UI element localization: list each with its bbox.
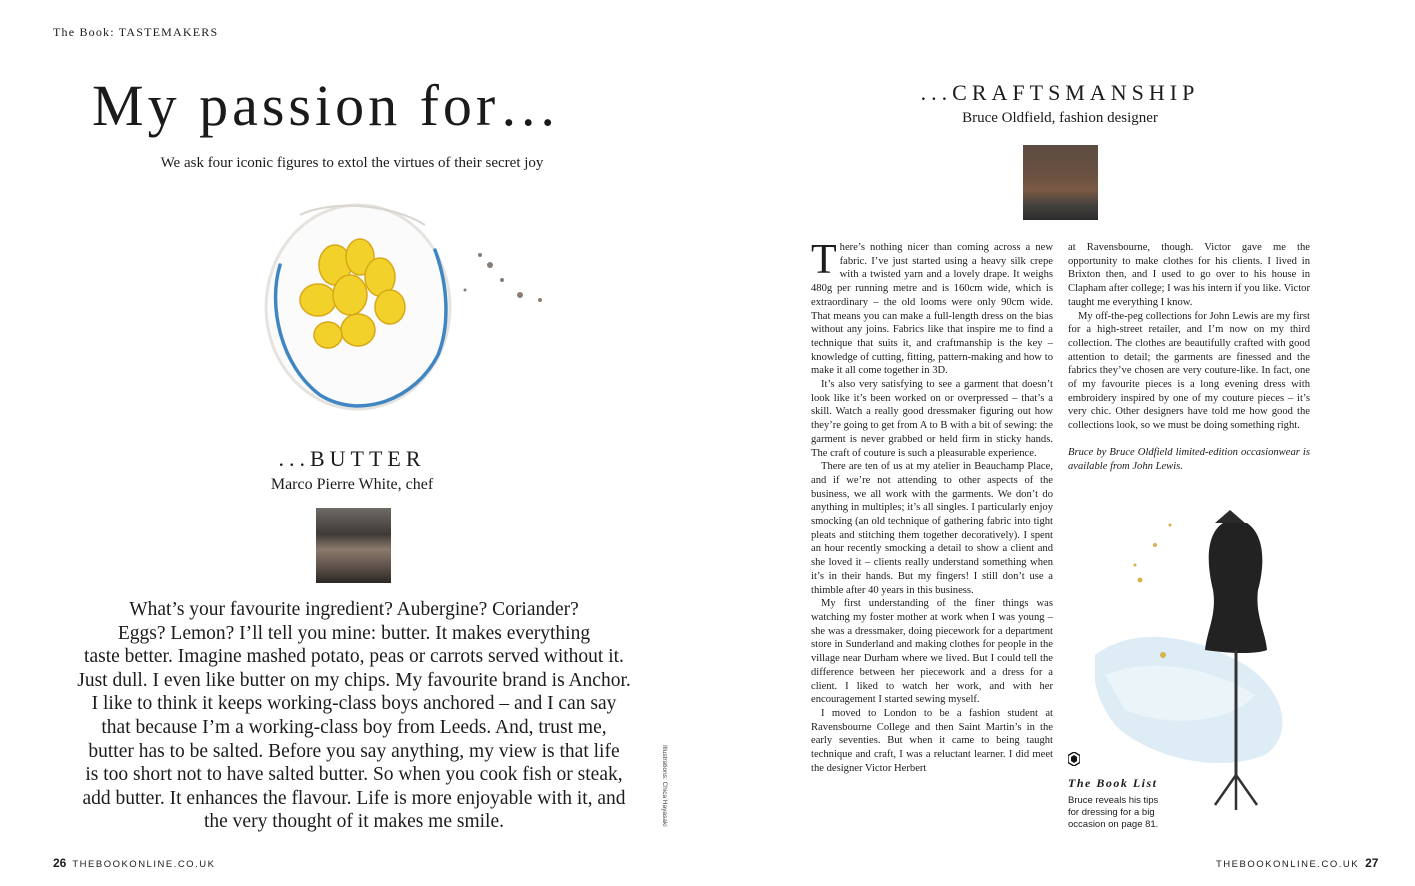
book-list-title: The Book List bbox=[1068, 776, 1158, 790]
book-list-text: Bruce reveals his tips for dressing for a big occasion on page 81. bbox=[1068, 795, 1159, 830]
craftsmanship-byline: Bruce Oldfield, fashion designer bbox=[962, 110, 1158, 126]
article-column-2 bbox=[1068, 241, 1310, 473]
page-title: My passion for… bbox=[92, 73, 562, 138]
page-number-left: 26 bbox=[53, 856, 67, 870]
quote-line: that because I’m a working-class boy from Leeds. And, trust me, bbox=[101, 716, 607, 738]
quote-line: butter has to be salted. Before you say anything, my view is that life bbox=[88, 740, 620, 762]
folio-right bbox=[1210, 856, 1378, 870]
paragraph: There’s nothing nicer than coming across a new fabric. I’ve just started using a heavy silk crepe with a twisted yarn and a lovely drape. It weighs 480g per running metre and is 160cm wide, which is extraordinary – the old looms were only 90cm wide. That means you can make a full-length dress on the bias without any joins. Fabrics like that inspire me to find a technique that suits it, and craftmanship is the key – knowledge of cutting, fitting, pattern-making and how to make it all come together in 3D. bbox=[811, 237, 1053, 377]
book-list-icon bbox=[1068, 752, 1080, 766]
quote-line: the very thought of it makes me smile. bbox=[203, 811, 505, 833]
butter-byline: Marco Pierre White, chef bbox=[270, 476, 434, 493]
quote-line: taste better. Imagine mashed potato, peas or carrots served without it. bbox=[84, 646, 624, 668]
butter-plate-illustration bbox=[240, 195, 570, 435]
dropcap: T bbox=[811, 237, 837, 283]
quote-line: I like to think it keeps working-class boys anchored – and I can say bbox=[91, 693, 617, 715]
quote-line: Eggs? Lemon? I’ll tell you mine: butter. It makes everything bbox=[117, 622, 591, 644]
paragraph: My off-the-peg collections for John Lewis are my first for a high-street retailer, and I’m now on my third collection. The clothes are beautifully crafted with good attention to detail; the garments are finessed and the fabrics they’ve chosen are very couture-like. In fact, one of my favourite pieces is a long evening dress with embroidery inspired by one of my couture pieces – it’s very chic. Other designers have told me how good the collections look, so we must be doing something right. bbox=[1068, 310, 1310, 432]
dress-form-illustration bbox=[1095, 505, 1305, 815]
quote-line: is too short not to have salted butter. So when you cook fish or steak, bbox=[85, 764, 623, 786]
folio-left bbox=[53, 856, 221, 870]
craftsmanship-heading: ...CRAFTSMANSHIP bbox=[920, 80, 1200, 105]
stockist-credit: Bruce by Bruce Oldfield limited-edition occasionwear is available from John Lewis. bbox=[1068, 446, 1310, 472]
paragraph: I moved to London to be a fashion student at Ravensbourne College and then Saint Martin’s in the early seventies. But when it came to being taught technique and craft, I was a reluctant learner. I did meet the designer Victor Herbert bbox=[811, 707, 1053, 774]
quote-line: What’s your favourite ingredient? Aubergine? Coriander? bbox=[129, 599, 579, 620]
quote-line: add butter. It enhances the flavour. Life is more enjoyable with it, and bbox=[82, 787, 626, 809]
page-number-right: 27 bbox=[1365, 856, 1379, 870]
butter-quote bbox=[48, 598, 660, 834]
website-left: THEBOOKONLINE.CO.UK bbox=[72, 859, 216, 870]
paragraph: My first understanding of the finer things was watching my foster mother at work when I was young – she was a dressmaker, doing piecework for a department store in Sunderland and making clothes for people in the village near Durham where we lived. But I could tell the difference between her piecework and a dress for a client. I liked to watch her work, and with her encouragement I started sewing myself. bbox=[811, 598, 1053, 706]
paragraph: at Ravensbourne, though. Victor gave me the opportunity to make clothes for his clients. I lived in Brixton then, and I used to go over to his house in Clapham after college; I was his intern if you like. Victor taught me everything I know. bbox=[1068, 242, 1310, 308]
intro-standfirst: We ask four iconic figures to extol the virtues of their secret joy bbox=[160, 155, 544, 171]
paragraph: There are ten of us at my atelier in Beauchamp Place, and if we’re not attending to other aspects of the business, we all work with the garments. We don’t do anything in multiples; it’s all singles. I particularly enjoy smocking (an old technique of gathering fabric into tight pleats and stitching them together decoratively). I spent an hour recently smocking a detail to show a client and she loved it – clients really understand something when it’s in their hands. But my fingers! I still don’t use a thimble after 40 years in this business. bbox=[811, 461, 1053, 596]
website-right: THEBOOKONLINE.CO.UK bbox=[1216, 859, 1360, 870]
marco-pierre-white-portrait bbox=[316, 508, 391, 583]
bruce-oldfield-portrait bbox=[1023, 145, 1098, 220]
section-label: The Book: TASTEMAKERS bbox=[53, 25, 219, 39]
quote-line: Just dull. I even like butter on my chips. My favourite brand is Anchor. bbox=[77, 669, 631, 691]
butter-heading: ...BUTTER bbox=[278, 446, 426, 471]
article-column-1 bbox=[811, 237, 1053, 775]
illustration-credit: Illustrations: Chica Hayasaki bbox=[661, 745, 668, 827]
paragraph: It’s also very satisfying to see a garment that doesn’t look like it’s been worked on or overpressed – that’s a skill. Watch a really good dressmaker figuring out how they’re going to get from A to B with a bit of sewing: the garment is never grabbed or held firm in sticky hands. The craft of couture is such a pleasurable experience. bbox=[811, 379, 1053, 459]
